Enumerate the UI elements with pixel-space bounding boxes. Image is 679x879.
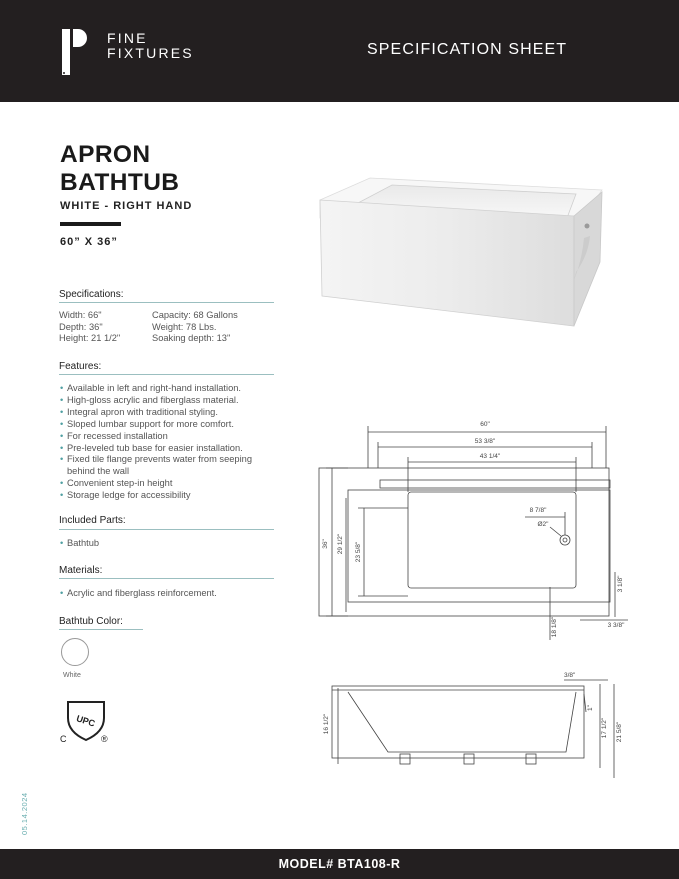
color-swatch-white — [61, 638, 89, 666]
materials-list — [60, 588, 275, 600]
specifications-left-column — [59, 310, 120, 345]
dim-16: 16 1/2" — [323, 713, 330, 735]
bathtub-product-image — [318, 176, 604, 328]
list-item: • Convenient step-in height — [60, 478, 280, 490]
header-bar — [0, 0, 679, 102]
model-number: MODEL# BTA108-R — [278, 857, 401, 871]
dim-21: 21 5/8" — [616, 721, 623, 743]
dim-23: 23 5/8" — [355, 541, 362, 563]
brand-name — [107, 31, 194, 61]
upc-right-letter: ® — [101, 734, 108, 744]
spec-width: Width: 66" — [59, 310, 102, 320]
upc-certification-icon — [60, 696, 112, 744]
features-list — [60, 383, 280, 502]
list-item: • For recessed installation — [60, 431, 280, 443]
features-divider — [59, 374, 274, 375]
dim-18: 18 1/8" — [551, 616, 558, 638]
list-item: • Acrylic and fiberglass reinforcement. — [60, 588, 275, 600]
included-parts-heading: Included Parts: — [59, 515, 126, 526]
spec-weight: Weight: 78 Lbs. — [152, 321, 217, 332]
brand-line-1: FINE — [107, 30, 148, 46]
product-title-line-2: BATHTUB — [60, 169, 180, 196]
features-heading: Features: — [59, 361, 102, 372]
brand-logo-icon — [62, 29, 88, 75]
dim-drain-offset: 8 7/8" — [529, 507, 547, 514]
product-title-line-1: APRON — [60, 141, 151, 168]
list-item: • Bathtub — [60, 538, 275, 550]
product-title — [60, 141, 179, 197]
color-swatch-label: White — [63, 672, 81, 679]
materials-heading: Materials: — [59, 565, 103, 576]
list-item: • Storage ledge for accessibility — [60, 490, 280, 502]
list-item: • High-gloss acrylic and fiberglass material. — [60, 395, 280, 407]
side-view-drawing — [318, 668, 640, 778]
materials-divider — [59, 578, 274, 579]
dim-33: 3 3/8" — [607, 622, 625, 629]
dim-1: 1" — [587, 705, 594, 711]
product-subtitle: WHITE - RIGHT HAND — [60, 200, 193, 212]
list-item: • Integral apron with traditional styling. — [60, 407, 280, 419]
dim-31: 3 1/8" — [617, 575, 624, 593]
dim-38: 3/8" — [564, 672, 576, 679]
revision-date: 05.14.2024 — [20, 792, 29, 835]
spec-height: Height: 21 1/2" — [59, 333, 121, 343]
bathtub-color-divider — [59, 629, 143, 630]
dim-basin-width: 43 1/4" — [479, 453, 501, 460]
included-parts-divider — [59, 529, 274, 530]
specifications-divider — [59, 302, 274, 303]
top-view-drawing — [310, 412, 640, 642]
dim-17: 17 1/2" — [601, 717, 608, 739]
list-item: • Sloped lumbar support for more comfort. — [60, 419, 280, 431]
spec-capacity: Capacity: 68 Gallons — [152, 310, 238, 320]
dim-depth: 36" — [322, 539, 329, 549]
dim-overall-width: 60" — [480, 421, 490, 428]
upc-left-letter: C — [60, 734, 67, 744]
bathtub-color-heading: Bathtub Color: — [59, 616, 123, 627]
spec-soaking-depth: Soaking depth: 13" — [152, 333, 231, 343]
dim-29: 29 1/2" — [337, 533, 344, 555]
specifications-heading: Specifications: — [59, 289, 124, 300]
brand-line-2: FIXTURES — [107, 45, 194, 61]
sheet-title: SPECIFICATION SHEET — [367, 41, 568, 58]
upc-mark-text: UPC — [75, 713, 97, 729]
list-item: • Fixed tile flange prevents water from seeping behind the wall — [60, 454, 280, 478]
title-divider — [60, 222, 121, 226]
product-size: 60” X 36” — [60, 236, 118, 248]
dim-drain-diameter: Ø2" — [537, 521, 549, 528]
list-item: • Pre-leveled tub base for easier installation. — [60, 443, 280, 455]
spec-depth: Depth: 36" — [59, 321, 103, 332]
specifications-right-column — [152, 310, 238, 345]
dim-inner-width: 53 3/8" — [474, 438, 496, 445]
included-parts-list — [60, 538, 275, 550]
list-item: • Available in left and right-hand installation. — [60, 383, 280, 395]
